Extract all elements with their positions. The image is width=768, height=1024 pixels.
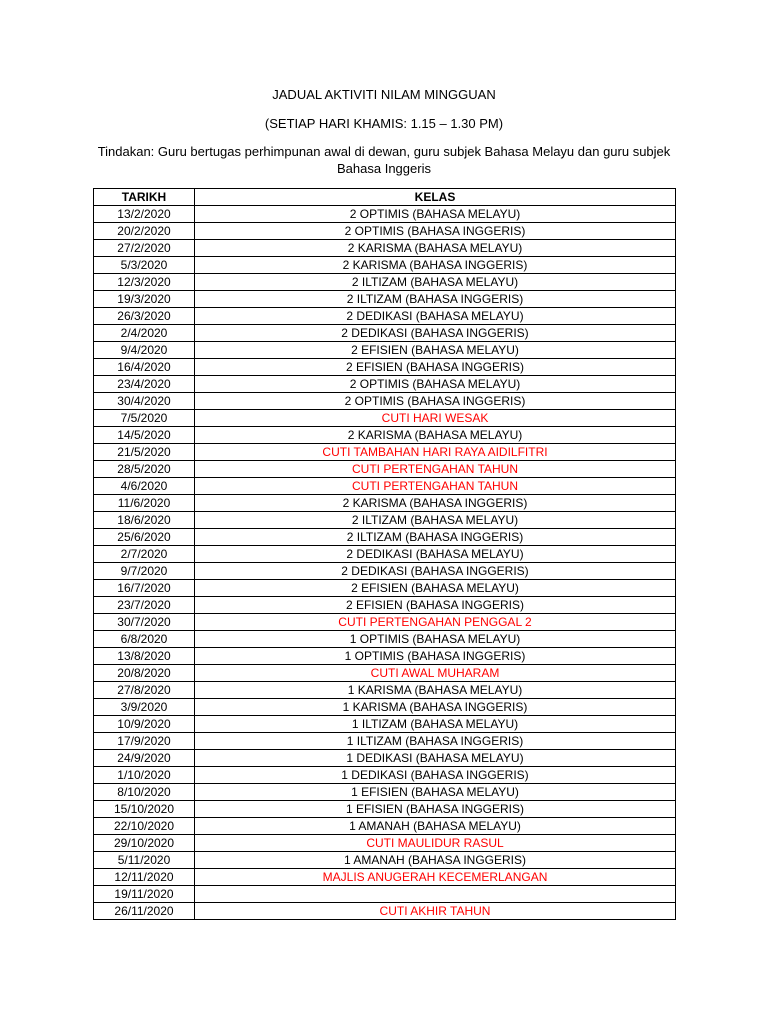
cell-date: 27/8/2020 — [94, 682, 195, 699]
cell-class: 2 EFISIEN (BAHASA INGGERIS) — [195, 597, 676, 614]
table-row — [94, 529, 676, 546]
table-row — [94, 648, 676, 665]
table-row — [94, 852, 676, 869]
cell-date: 13/8/2020 — [94, 648, 195, 665]
cell-class: 2 EFISIEN (BAHASA MELAYU) — [195, 580, 676, 597]
cell-date: 18/6/2020 — [94, 512, 195, 529]
table-row — [94, 291, 676, 308]
header-tarikh: TARIKH — [94, 189, 195, 206]
cell-date: 16/4/2020 — [94, 359, 195, 376]
cell-class: 2 DEDIKASI (BAHASA MELAYU) — [195, 308, 676, 325]
cell-date: 10/9/2020 — [94, 716, 195, 733]
table-row — [94, 733, 676, 750]
cell-date: 16/7/2020 — [94, 580, 195, 597]
action-note: Tindakan: Guru bertugas perhimpunan awal di dewan, guru subjek Bahasa Melayu dan guru subjek Bahasa Inggeris — [97, 144, 671, 176]
cell-holiday: CUTI TAMBAHAN HARI RAYA AIDILFITRI — [195, 444, 676, 461]
cell-date: 21/5/2020 — [94, 444, 195, 461]
cell-date: 12/11/2020 — [94, 869, 195, 886]
cell-date: 28/5/2020 — [94, 461, 195, 478]
table-row — [94, 801, 676, 818]
cell-holiday: CUTI PERTENGAHAN TAHUN — [195, 461, 676, 478]
cell-class: 1 AMANAH (BAHASA MELAYU) — [195, 818, 676, 835]
cell-class: 1 AMANAH (BAHASA INGGERIS) — [195, 852, 676, 869]
cell-date: 15/10/2020 — [94, 801, 195, 818]
table-row — [94, 257, 676, 274]
cell-holiday: CUTI HARI WESAK — [195, 410, 676, 427]
table-row — [94, 665, 676, 682]
schedule-body — [94, 206, 676, 920]
table-row — [94, 223, 676, 240]
table-row — [94, 427, 676, 444]
table-row — [94, 835, 676, 852]
cell-class: 2 DEDIKASI (BAHASA INGGERIS) — [195, 563, 676, 580]
cell-date: 1/10/2020 — [94, 767, 195, 784]
table-row — [94, 274, 676, 291]
cell-class: 2 ILTIZAM (BAHASA MELAYU) — [195, 274, 676, 291]
cell-date: 19/3/2020 — [94, 291, 195, 308]
cell-date: 9/4/2020 — [94, 342, 195, 359]
table-row — [94, 750, 676, 767]
cell-holiday: CUTI AKHIR TAHUN — [195, 903, 676, 920]
cell-class: 2 ILTIZAM (BAHASA MELAYU) — [195, 512, 676, 529]
cell-class: 2 KARISMA (BAHASA MELAYU) — [195, 427, 676, 444]
cell-class: 2 KARISMA (BAHASA INGGERIS) — [195, 495, 676, 512]
cell-date: 2/4/2020 — [94, 325, 195, 342]
cell-date: 23/4/2020 — [94, 376, 195, 393]
table-row — [94, 308, 676, 325]
cell-holiday: MAJLIS ANUGERAH KECEMERLANGAN — [195, 869, 676, 886]
cell-class: 2 DEDIKASI (BAHASA MELAYU) — [195, 546, 676, 563]
cell-class: 1 KARISMA (BAHASA MELAYU) — [195, 682, 676, 699]
cell-class: 2 EFISIEN (BAHASA MELAYU) — [195, 342, 676, 359]
table-row — [94, 869, 676, 886]
cell-date: 19/11/2020 — [94, 886, 195, 903]
table-row — [94, 818, 676, 835]
cell-date: 17/9/2020 — [94, 733, 195, 750]
table-row — [94, 495, 676, 512]
cell-class: 1 OPTIMIS (BAHASA INGGERIS) — [195, 648, 676, 665]
cell-class: 1 EFISIEN (BAHASA INGGERIS) — [195, 801, 676, 818]
cell-class: 2 ILTIZAM (BAHASA INGGERIS) — [195, 291, 676, 308]
cell-class: 1 OPTIMIS (BAHASA MELAYU) — [195, 631, 676, 648]
cell-date: 26/3/2020 — [94, 308, 195, 325]
cell-date: 2/7/2020 — [94, 546, 195, 563]
cell-date: 14/5/2020 — [94, 427, 195, 444]
cell-class: 1 ILTIZAM (BAHASA INGGERIS) — [195, 733, 676, 750]
table-row — [94, 546, 676, 563]
table-row — [94, 563, 676, 580]
cell-date: 12/3/2020 — [94, 274, 195, 291]
table-row — [94, 631, 676, 648]
cell-date: 7/5/2020 — [94, 410, 195, 427]
cell-date: 26/11/2020 — [94, 903, 195, 920]
table-row — [94, 240, 676, 257]
cell-class: 1 EFISIEN (BAHASA MELAYU) — [195, 784, 676, 801]
table-row — [94, 767, 676, 784]
cell-date: 3/9/2020 — [94, 699, 195, 716]
cell-class: 2 EFISIEN (BAHASA INGGERIS) — [195, 359, 676, 376]
table-row — [94, 359, 676, 376]
table-row — [94, 342, 676, 359]
cell-date: 5/3/2020 — [94, 257, 195, 274]
table-header-row — [94, 189, 676, 206]
cell-date: 27/2/2020 — [94, 240, 195, 257]
table-row — [94, 325, 676, 342]
table-row — [94, 478, 676, 495]
cell-date: 5/11/2020 — [94, 852, 195, 869]
cell-class: 2 KARISMA (BAHASA INGGERIS) — [195, 257, 676, 274]
document-title: JADUAL AKTIVITI NILAM MINGGUAN — [272, 87, 496, 102]
table-row — [94, 461, 676, 478]
cell-holiday: CUTI PERTENGAHAN PENGGAL 2 — [195, 614, 676, 631]
cell-class: 2 OPTIMIS (BAHASA INGGERIS) — [195, 393, 676, 410]
table-row — [94, 206, 676, 223]
table-row — [94, 614, 676, 631]
cell-date: 30/4/2020 — [94, 393, 195, 410]
table-row — [94, 597, 676, 614]
cell-holiday: CUTI AWAL MUHARAM — [195, 665, 676, 682]
table-row — [94, 886, 676, 903]
cell-date: 4/6/2020 — [94, 478, 195, 495]
cell-date: 20/2/2020 — [94, 223, 195, 240]
cell-class: 1 KARISMA (BAHASA INGGERIS) — [195, 699, 676, 716]
cell-class: 2 OPTIMIS (BAHASA INGGERIS) — [195, 223, 676, 240]
cell-class: 2 OPTIMIS (BAHASA MELAYU) — [195, 206, 676, 223]
table-row — [94, 903, 676, 920]
cell-date: 13/2/2020 — [94, 206, 195, 223]
table-row — [94, 410, 676, 427]
cell-class: 1 DEDIKASI (BAHASA INGGERIS) — [195, 767, 676, 784]
cell-date: 11/6/2020 — [94, 495, 195, 512]
cell-date: 29/10/2020 — [94, 835, 195, 852]
cell-class: 2 ILTIZAM (BAHASA INGGERIS) — [195, 529, 676, 546]
table-row — [94, 376, 676, 393]
cell-class: 2 KARISMA (BAHASA MELAYU) — [195, 240, 676, 257]
table-row — [94, 784, 676, 801]
table-row — [94, 393, 676, 410]
document-subtitle: (SETIAP HARI KHAMIS: 1.15 – 1.30 PM) — [264, 116, 504, 131]
cell-date: 9/7/2020 — [94, 563, 195, 580]
cell-class: 2 OPTIMIS (BAHASA MELAYU) — [195, 376, 676, 393]
table-row — [94, 444, 676, 461]
cell-date: 24/9/2020 — [94, 750, 195, 767]
cell-date: 8/10/2020 — [94, 784, 195, 801]
table-row — [94, 512, 676, 529]
cell-holiday: CUTI MAULIDUR RASUL — [195, 835, 676, 852]
cell-class — [195, 886, 676, 903]
cell-class: 1 DEDIKASI (BAHASA MELAYU) — [195, 750, 676, 767]
header-kelas: KELAS — [195, 189, 676, 206]
cell-class: 1 ILTIZAM (BAHASA MELAYU) — [195, 716, 676, 733]
cell-date: 6/8/2020 — [94, 631, 195, 648]
cell-date: 20/8/2020 — [94, 665, 195, 682]
cell-holiday: CUTI PERTENGAHAN TAHUN — [195, 478, 676, 495]
table-row — [94, 682, 676, 699]
table-row — [94, 580, 676, 597]
cell-class: 2 DEDIKASI (BAHASA INGGERIS) — [195, 325, 676, 342]
cell-date: 30/7/2020 — [94, 614, 195, 631]
table-row — [94, 699, 676, 716]
table-row — [94, 716, 676, 733]
schedule-table — [93, 188, 676, 920]
cell-date: 25/6/2020 — [94, 529, 195, 546]
cell-date: 23/7/2020 — [94, 597, 195, 614]
cell-date: 22/10/2020 — [94, 818, 195, 835]
